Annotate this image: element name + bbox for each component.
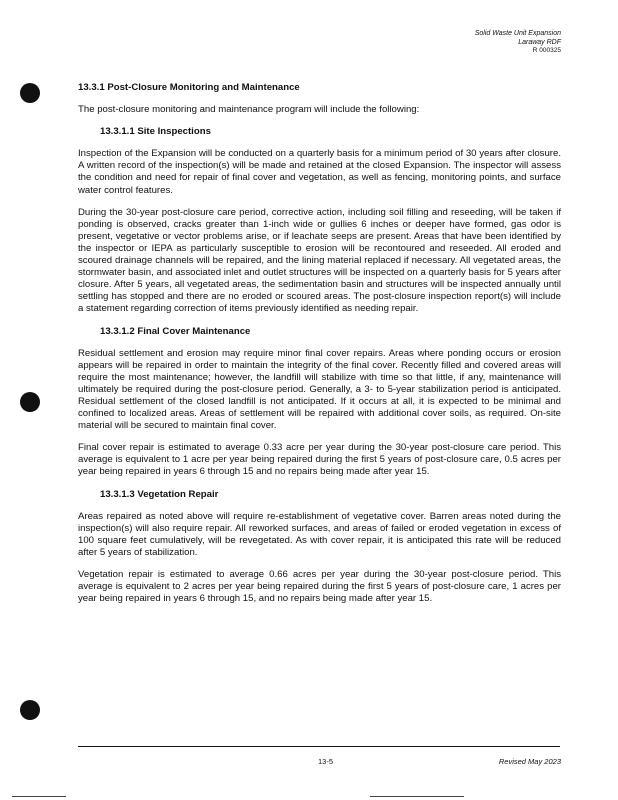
header-project: Solid Waste Unit Expansion xyxy=(474,30,561,37)
paragraph: During the 30-year post-closure care period, corrective action, including soil filling and reseeding, will be taken if ponding is observed, cracks greater than 1-inch wide or gullies 6 inches or deeper have formed, gas odor is present, vegetative or vector problems arise, or if leachate seeps are present. Areas that have been identified by the inspector or IEPA as particularly susceptible to erosion will be recontoured and reseeded. All eroded and scoured drainage channels will be repaired, and the lining material replaced if necessary. All vegetated areas, the stormwater basin, and associated inlet and outlet structures will be inspected on a quarterly basis for 5 years after closure. After 5 years, all vegetated areas, the sedimentation basin and structures will be inspected annually until settling has stopped and there are no eroded or scoured areas. The post-closure inspection report(s) will include a statement regarding correction of items previously identified as needing repair. xyxy=(78,206,561,315)
subsection-heading-vegetation-repair: 13.3.1.3 Vegetation Repair xyxy=(100,488,219,500)
paragraph: Inspection of the Expansion will be conducted on a quarterly basis for a minimum period of 30 years after closure. A written record of the inspection(s) will be made and retained at the closed Expansion. The inspector will assess the condition and need for repair of final cover and vegetation, as well as fencing, monitoring points, and surface water control features. xyxy=(78,148,561,196)
header-site: Laraway RDF xyxy=(518,38,561,46)
section-intro: The post-closure monitoring and maintenance program will include the following: xyxy=(78,104,420,116)
page-number: 13-5 xyxy=(318,757,334,766)
page-body xyxy=(78,82,561,615)
paragraph: Vegetation repair is estimated to average 0.66 acres per year during the 30-year post-closure period. This average is equivalent to 2 acres per year being repaired during the first 5 years of post-closure care, 1 acres per year being repaired in years 6 through 15, and no repairs being made after year 15. xyxy=(78,569,561,605)
paragraph: Areas repaired as noted above will require re-establishment of vegetative cover. Barren areas noted during the inspection(s) will also require repair. All reworked surfaces, and areas of failed or eroded vegetation in excess of 100 square feet cumulatively, will be revegetated. As with cover repair, it is anticipated this rate will be reduced after 5 years of stabilization. xyxy=(78,510,561,558)
scan-artifact-line xyxy=(12,796,66,797)
section-heading: 13.3.1 Post-Closure Monitoring and Maintenance xyxy=(78,82,300,93)
subsection-heading-final-cover-maintenance: 13.3.1.2 Final Cover Maintenance xyxy=(100,325,251,337)
paragraph: Residual settlement and erosion may require minor final cover repairs. Areas where ponding occurs or erosion appears will be repaired in order to maintain the integrity of the final cover. Recently filled and covered areas will require the most maintenance; however, the landfill will stabilize with time so that little, if any, maintenance will ultimately be required during the post-closure period. Generally, a 3- to 5-year stabilization period is anticipated. Residual settlement of the closed landfill is not anticipated. If it occurs at all, it is expected to be minimal and confined to localized areas. Areas of settlement will be repaired with additional cover soils, as required. On-site material will be secured to maintain final cover. xyxy=(78,347,561,432)
footer-rule xyxy=(78,746,560,747)
binder-hole-bottom xyxy=(20,700,40,720)
scan-artifact-line xyxy=(370,796,464,797)
subsection-heading-site-inspections: 13.3.1.1 Site Inspections xyxy=(100,126,211,138)
bates-number: R 000325 xyxy=(532,47,561,54)
binder-hole-top xyxy=(20,83,40,103)
revision-date: Revised May 2023 xyxy=(498,757,561,766)
paragraph: Final cover repair is estimated to average 0.33 acre per year during the 30-year post-closure care period. This average is equivalent to 1 acre per year being repaired during the first 5 years of post-closure care, 0.5 acres per year being repaired in years 6 through 15 and no repairs being made after year 15. xyxy=(78,442,561,478)
running-header xyxy=(475,30,561,56)
binder-hole-middle xyxy=(20,392,40,412)
